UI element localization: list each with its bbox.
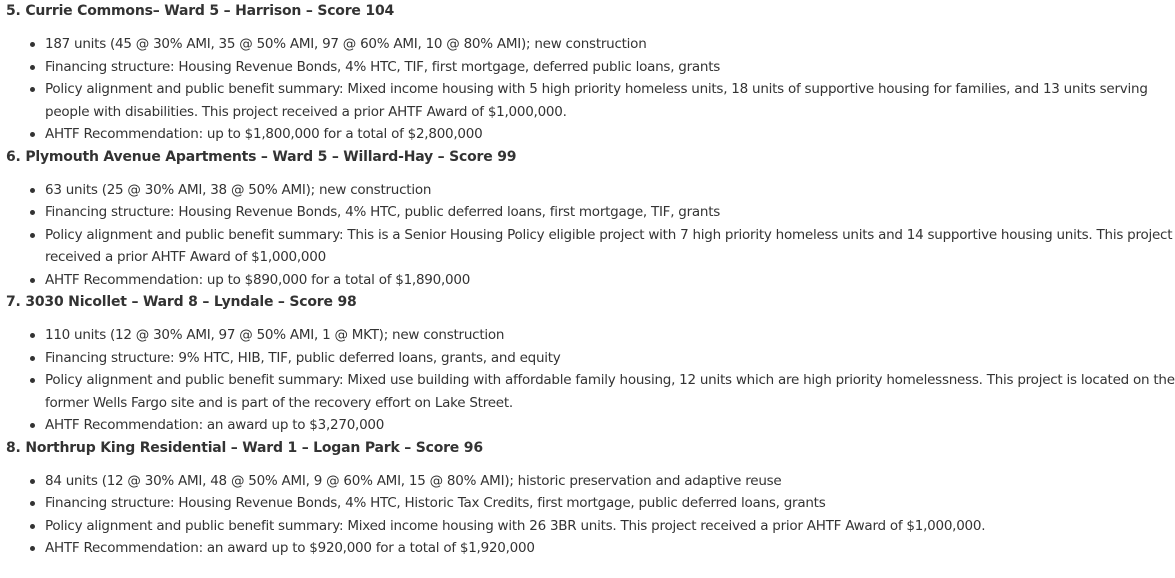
list-item: 63 units (25 @ 30% AMI, 38 @ 50% AMI); new construction [45, 179, 1175, 202]
project-section-currie-commons [6, 0, 1175, 146]
project-section-plymouth-avenue [6, 146, 1175, 292]
project-section-northrup-king [6, 437, 1175, 560]
project-heading: 7. 3030 Nicollet – Ward 8 – Lyndale – Score 98 [6, 294, 357, 310]
project-heading: 5. Currie Commons– Ward 5 – Harrison – Score 104 [6, 3, 395, 19]
project-heading: 8. Northrup King Residential – Ward 1 – Logan Park – Score 96 [6, 439, 483, 456]
list-item: Policy alignment and public benefit summary: Mixed income housing with 26 3BR units. This project received a prior AHTF Award of $1,000,000. [45, 515, 1175, 538]
list-item: Policy alignment and public benefit summary: This is a Senior Housing Policy eligible project with 7 high priority homeless units and 14 supportive housing units. This project received a prior AHTF Award of $1,000,000 [45, 224, 1175, 269]
list-item: Financing structure: 9% HTC, HIB, TIF, public deferred loans, grants, and equity [45, 347, 1175, 370]
list-item: 187 units (45 @ 30% AMI, 35 @ 50% AMI, 97 @ 60% AMI, 10 @ 80% AMI); new construction [45, 33, 1175, 56]
project-details-list [6, 324, 1175, 437]
list-item: Policy alignment and public benefit summary: Mixed income housing with 5 high priority homeless units, 18 units of supportive housing for families, and 13 units serving people with disabilities. This project received a prior AHTF Award of $1,000,000. [45, 78, 1175, 123]
project-details-list [6, 179, 1175, 292]
project-section-3030-nicollet [6, 291, 1175, 437]
list-item: 110 units (12 @ 30% AMI, 97 @ 50% AMI, 1 @ MKT); new construction [45, 324, 1175, 347]
project-details-list [6, 470, 1175, 560]
list-item: Financing structure: Housing Revenue Bonds, 4% HTC, TIF, first mortgage, deferred public loans, grants [45, 56, 1175, 79]
list-item: Financing structure: Housing Revenue Bonds, 4% HTC, public deferred loans, first mortgage, TIF, grants [45, 201, 1175, 224]
list-item: AHTF Recommendation: an award up to $3,270,000 [45, 414, 1175, 437]
list-item: 84 units (12 @ 30% AMI, 48 @ 50% AMI, 9 @ 60% AMI, 15 @ 80% AMI); historic preservation and adaptive reuse [45, 470, 1175, 493]
list-item: AHTF Recommendation: up to $1,800,000 for a total of $2,800,000 [45, 123, 1175, 146]
list-item: AHTF Recommendation: an award up to $920,000 for a total of $1,920,000 [45, 537, 1175, 560]
project-details-list [6, 33, 1175, 146]
list-item: AHTF Recommendation: up to $890,000 for a total of $1,890,000 [45, 269, 1175, 292]
project-heading: 6. Plymouth Avenue Apartments – Ward 5 – Willard-Hay – Score 99 [6, 148, 517, 165]
list-item: Policy alignment and public benefit summary: Mixed use building with affordable family housing, 12 units which are high priority homelessness. This project is located on the former Wells Fargo site and is part of the recovery effort on Lake Street. [45, 369, 1175, 414]
list-item: Financing structure: Housing Revenue Bonds, 4% HTC, Historic Tax Credits, first mortgage, public deferred loans, grants [45, 492, 1175, 515]
